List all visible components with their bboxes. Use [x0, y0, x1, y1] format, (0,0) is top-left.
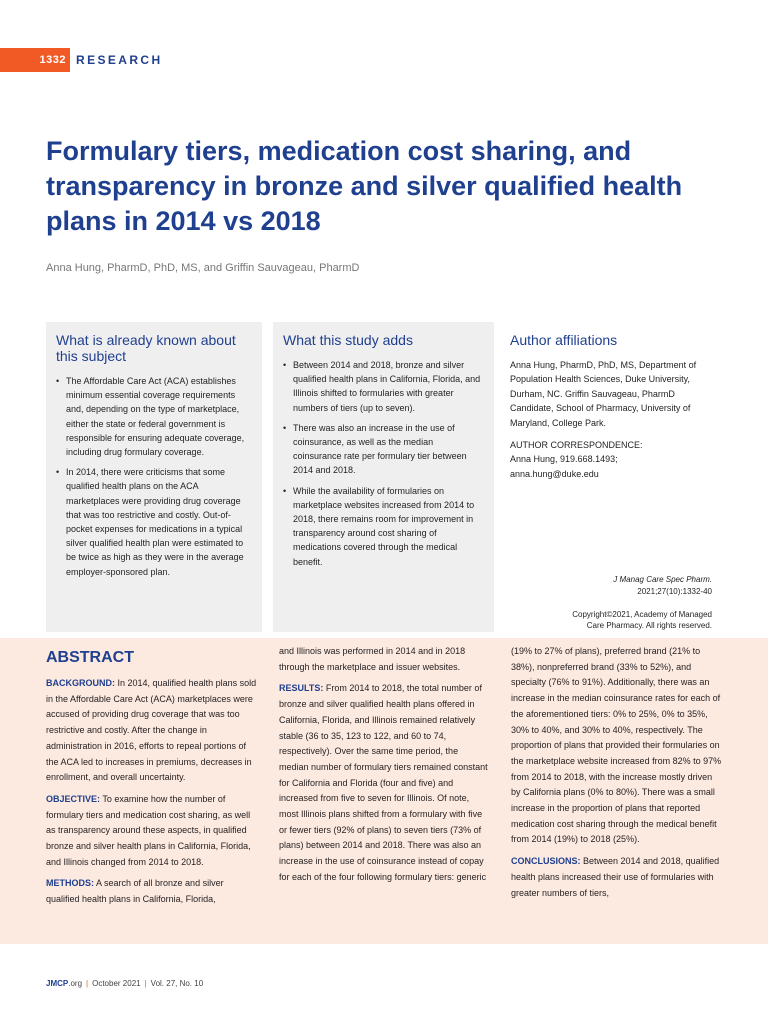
background-text: In 2014, qualified health plans sold in the Affordable Care Act (ACA) marketplaces were accused of providing drug coverage that was too restrictive and costly. After the change in administration in 2016, efforts to repeal portions of the ACA led to increases in premiums, decreases in enrollment, and overall uncertainty. — [46, 678, 257, 783]
conclusions-label: CONCLUSIONS: — [511, 856, 581, 867]
list-item: • The Affordable Care Act (ACA) establishes minimum essential coverage requirements and, depending on the type of marketplace, either the state or federal government is responsible for ensuring adequate coverage, including drug formulary coverage. — [56, 374, 252, 459]
list-item: • While the availability of formularies on marketplace websites increased from 2014 to 2018, there remains room for improvement in transparency around cost sharing of medications covered through the medical benefit. — [283, 484, 484, 569]
already-known-box — [46, 322, 262, 632]
copyright-line-2: Care Pharmacy. All rights reserved. — [586, 621, 712, 630]
affiliations-text: Anna Hung, PharmD, PhD, MS, Department of Population Health Sciences, Duke University, Durham, NC. Griffin Sauvageau, PharmD Candidate, School of Pharmacy, University of Maryland, College Park. — [510, 360, 697, 428]
article-authors: Anna Hung, PharmD, PhD, MS, and Griffin Sauvageau, PharmD — [46, 262, 360, 274]
conclusions-text: Between 2014 and 2018, qualified health plans increased their use of formularies with greater numbers of tiers, — [511, 856, 720, 898]
abstract-column-3 — [511, 644, 723, 907]
section-label: RESEARCH — [76, 53, 163, 67]
abstract-heading: ABSTRACT — [46, 649, 134, 666]
copyright-line-1: Copyright©2021, Academy of Managed — [572, 609, 712, 619]
study-adds-heading: What this study adds — [283, 332, 413, 348]
results-paragraph — [279, 681, 489, 885]
methods-label: METHODS: — [46, 878, 94, 889]
list-item: • Between 2014 and 2018, bronze and silver qualified health plans in California, Florida, and Illinois shifted to formularies with greater numbers of tiers (up to seven). — [283, 358, 484, 415]
journal-brand: JMCP — [46, 979, 69, 988]
footer-separator: | — [144, 979, 147, 988]
list-item: • In 2014, there were criticisms that some qualified health plans on the ACA marketplaces were providing drug coverage that was too restrictive and costly. Out-of-pocket expenses for medications in a typical silver qualified health plan were estimated to be twice as high as they were in the average employer-sponsored plan. — [56, 465, 252, 579]
methods-continued: and Illinois was performed in 2014 and in 2018 through the marketplace and issuer websites. — [279, 646, 466, 672]
running-header — [0, 48, 163, 72]
conclusions-paragraph — [511, 854, 723, 901]
author-affiliations-box — [500, 322, 722, 632]
abstract-column-1 — [46, 644, 258, 914]
objective-label: OBJECTIVE: — [46, 793, 101, 804]
objective-text: To examine how the number of formulary tiers and medication cost sharing, as well as transparency around these aspects, in qualified bronze and silver health plans in California, Florida, and Illinois changed from 2014 to 2018. — [46, 793, 251, 867]
methods-paragraph — [46, 876, 258, 907]
citation-block — [572, 574, 712, 632]
footer-separator: | — [86, 979, 89, 988]
journal-brand-suffix: .org — [68, 979, 83, 988]
results-label: RESULTS: — [279, 683, 324, 694]
journal-name: J Manag Care Spec Pharm. — [613, 575, 712, 584]
citation-ref: 2021;27(10):1332-40 — [637, 586, 712, 596]
page-number: 1332 — [0, 48, 70, 72]
page-footer — [46, 979, 203, 988]
article-title: Formulary tiers, medication cost sharing, and transparency in bronze and silver qualified health plans in 2014 vs 2018 — [46, 136, 683, 236]
correspondence-contact: Anna Hung, 919.668.1493; — [510, 454, 618, 465]
already-known-list — [56, 374, 252, 579]
correspondence-label: AUTHOR CORRESPONDENCE: — [510, 440, 643, 451]
list-item: • There was also an increase in the use of coinsurance, as well as the median coinsurance rate per formulary tier between 2014 and 2018. — [283, 421, 484, 478]
objective-paragraph — [46, 792, 258, 871]
correspondence-email[interactable]: anna.hung@duke.edu — [510, 468, 599, 479]
affiliations-heading: Author affiliations — [510, 332, 618, 348]
already-known-heading: What is already known about this subject — [56, 332, 236, 364]
volume-info: Vol. 27, No. 10 — [150, 979, 204, 988]
correspondence-block — [510, 438, 712, 481]
results-text: From 2014 to 2018, the total number of bronze and silver qualified health plans offered in California, Florida, and Illinois remained relatively stable (36 to 35, 123 to 122, and 60 to 74, respectively). Over the same time period, the median number of formulary tiers remained constant for California and Florida (four and five) and increased from five to seven for Illinois. Of note, most Illinois plans shifted from a formulary with five or fewer tiers (92% of plans) to seven tiers (73% of plans) between 2014 and 2018. There was also an increase in the use of coinsurance instead of copay for each of the four following formulary tiers: generic — [279, 683, 488, 882]
background-label: BACKGROUND: — [46, 678, 115, 688]
issue-date: October 2021 — [92, 979, 141, 988]
methods-text: A search of all bronze and silver qualified health plans in California, Florida, — [46, 878, 224, 905]
results-continued: (19% to 27% of plans), preferred brand (21% to 38%), nonpreferred brand (33% to 52%), and specialty (76% to 91%). Additionally, there was an increase in the median coinsurance rates for each of the aforementioned tiers: 0% to 25%, 0% to 35%, 30% to 40%, and 30% to 40%, respectively. The proportion of plans that provided their formularies on the marketplace website increased from 82% to 97% from 2014 to 2018, with the increase mostly driven by California plans (0% to 80%). There was a small increase in the proportion of plans that reported medication cost sharing through the medical benefit from 2014 (19%) to 2018 (25%). — [511, 646, 722, 845]
abstract-column-2 — [279, 644, 489, 892]
background-paragraph — [46, 676, 258, 786]
study-adds-box — [273, 322, 494, 632]
study-adds-list — [283, 358, 484, 569]
